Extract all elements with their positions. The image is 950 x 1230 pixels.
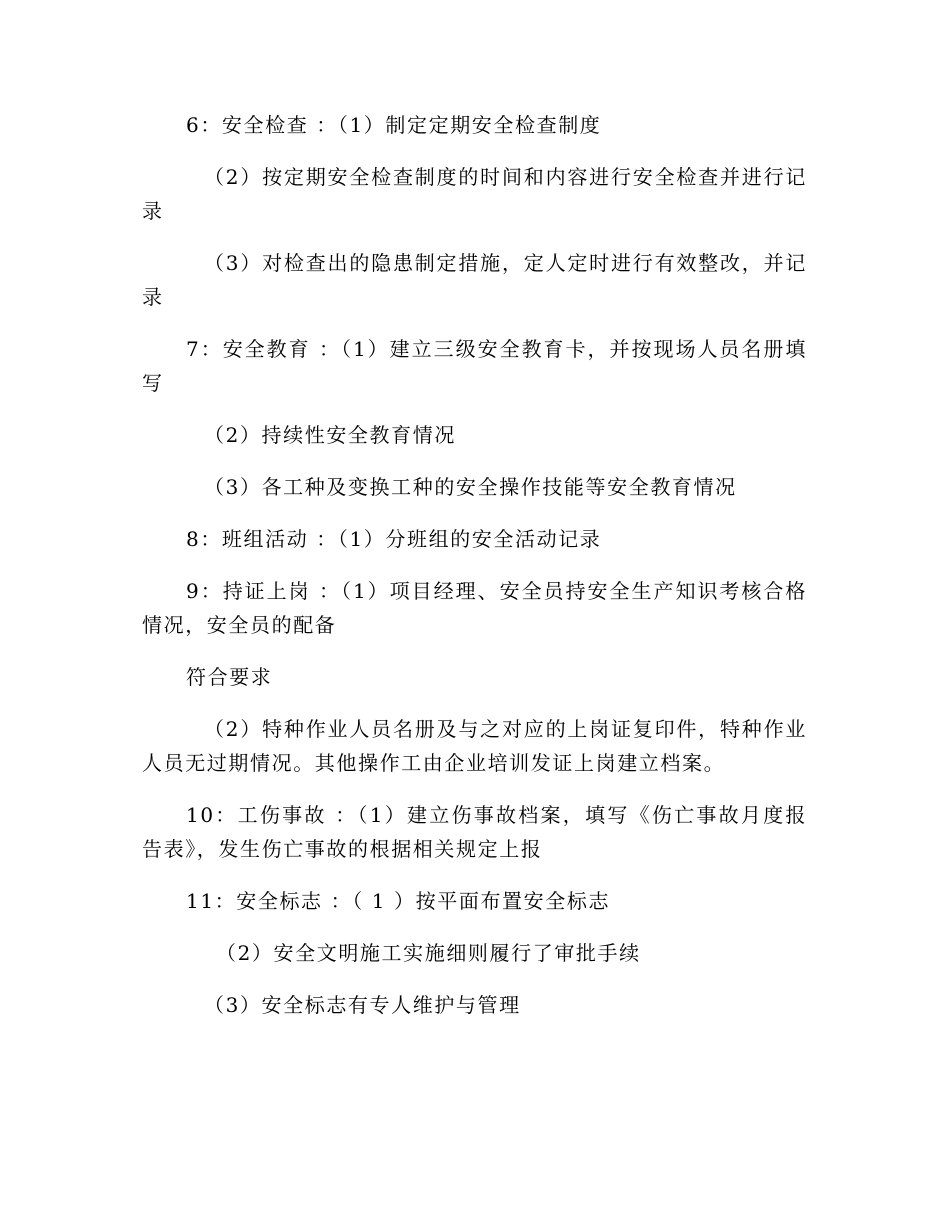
section-8-team-activities: 8：班组活动 ：（1）分班组的安全活动记录	[186, 527, 602, 551]
section-11-item-2: （2）安全文明施工实施细则履行了审批手续	[216, 941, 641, 965]
section-7-safety-education: 7：安全教育 ：（1）建立三级安全教育卡，并按现场人员名册填写	[142, 337, 807, 395]
section-9-item-2: （2）特种作业人员名册及与之对应的上岗证复印件，特种作业人员无过期情况。其他操作工由企业培训发证上岗建立档案。	[142, 717, 807, 775]
section-6-safety-inspection: 6：安全检查 ：（1）制定定期安全检查制度	[186, 113, 602, 137]
section-9-meets-requirements: 符合要求	[186, 665, 273, 689]
section-10-work-injury: 10：工伤事故 ：（1）建立伤事故档案，填写《伤亡事故月度报告表》，发生伤亡事故的根据相关规定上报	[142, 803, 807, 861]
section-7-item-2: （2）持续性安全教育情况	[204, 423, 456, 447]
document-body	[142, 108, 807, 1040]
section-7-item-3: （3）各工种及变换工种的安全操作技能等安全教育情况	[204, 475, 737, 499]
section-6-item-2: （2）按定期安全检查制度的时间和内容进行安全检查并进行记录	[142, 165, 807, 223]
section-6-item-3: （3）对检查出的隐患制定措施，定人定时进行有效整改，并记录	[142, 251, 807, 309]
section-11-item-3: （3）安全标志有专人维护与管理	[204, 993, 521, 1017]
section-9-certified-posts: 9：持证上岗 ：（1）项目经理、安全员持安全生产知识考核合格情况，安全员的配备	[142, 579, 807, 637]
section-11-safety-signs: 11：安全标志 ：（ 1 ）按平面布置安全标志	[186, 889, 611, 913]
